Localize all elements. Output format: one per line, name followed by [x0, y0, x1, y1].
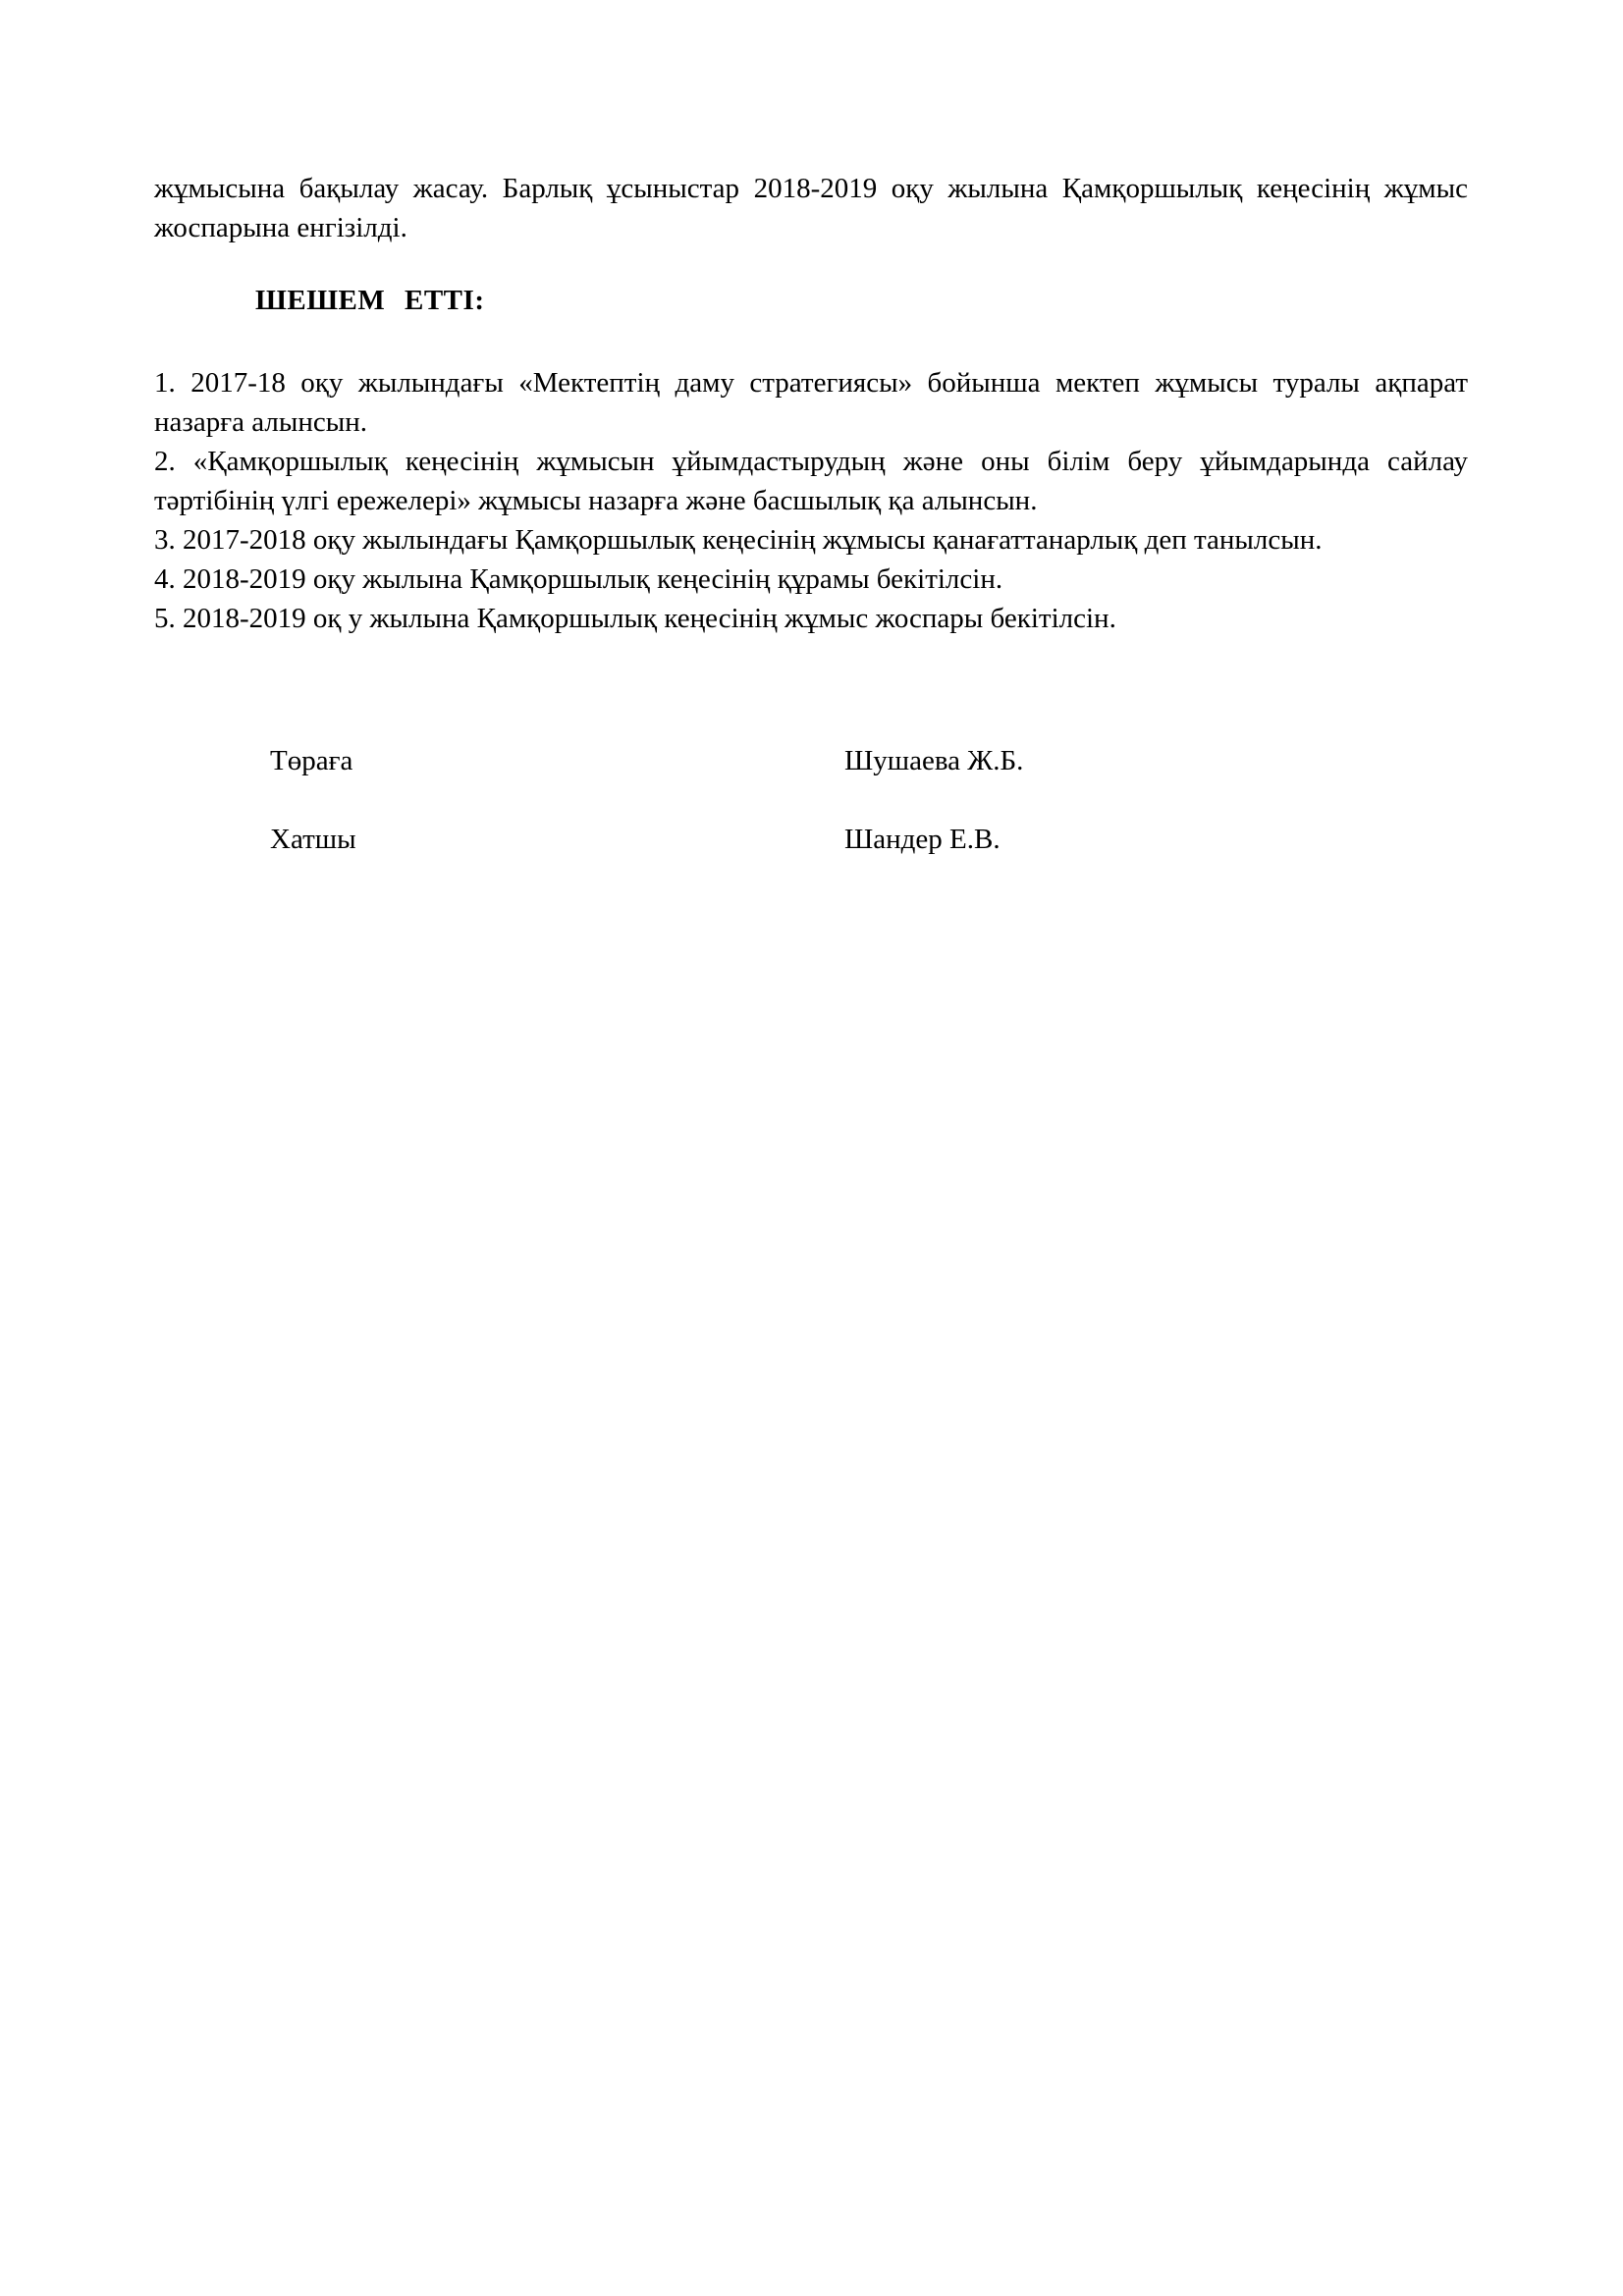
secretary-name: Шандер Е.В.: [844, 824, 1001, 855]
decision-item-1: 1. 2017-18 оқу жылындағы «Мектептің даму стратегиясы» бойынша мектеп жұмысы туралы ақпарат назарға алынсын.: [154, 367, 1468, 438]
intro-paragraph: жұмысына бақылау жасау. Барлық ұсыныстар 2018-2019 оқу жылына Қамқоршылық кеңесінің жұмыс жоспарына енгізілді.: [154, 173, 1468, 243]
chairman-name: Шушаева Ж.Б.: [844, 745, 1024, 776]
decision-item-2: 2. «Қамқоршылық кеңесінің жұмысын ұйымдастырудың және оны білім беру ұйымдарында сайлау тәртібінің үлгі ережелері» жұмысы назарға және басшылық қа алынсын.: [154, 446, 1468, 516]
decision-list: [154, 363, 1468, 638]
secretary-role-label: Хатшы: [270, 824, 356, 855]
decision-item-5: 5. 2018-2019 оқ у жылына Қамқоршылық кеңесінің жұмыс жоспары бекітілсін.: [154, 603, 1116, 634]
chairman-role-label: Төраға: [270, 745, 353, 776]
decision-heading: ШЕШЕМ ЕТТІ:: [255, 285, 485, 316]
signature-row-chairman: [154, 741, 1468, 780]
signature-row-secretary: [154, 820, 1468, 859]
decision-item-3: 3. 2017-2018 оқу жылындағы Қамқоршылық кеңесінің жұмысы қанағаттанарлық деп танылсын.: [154, 524, 1323, 556]
signature-block: [154, 741, 1468, 859]
document-content: [154, 169, 1468, 859]
decision-item-4: 4. 2018-2019 оқу жылына Қамқоршылық кеңесінің құрамы бекітілсін.: [154, 563, 1003, 595]
